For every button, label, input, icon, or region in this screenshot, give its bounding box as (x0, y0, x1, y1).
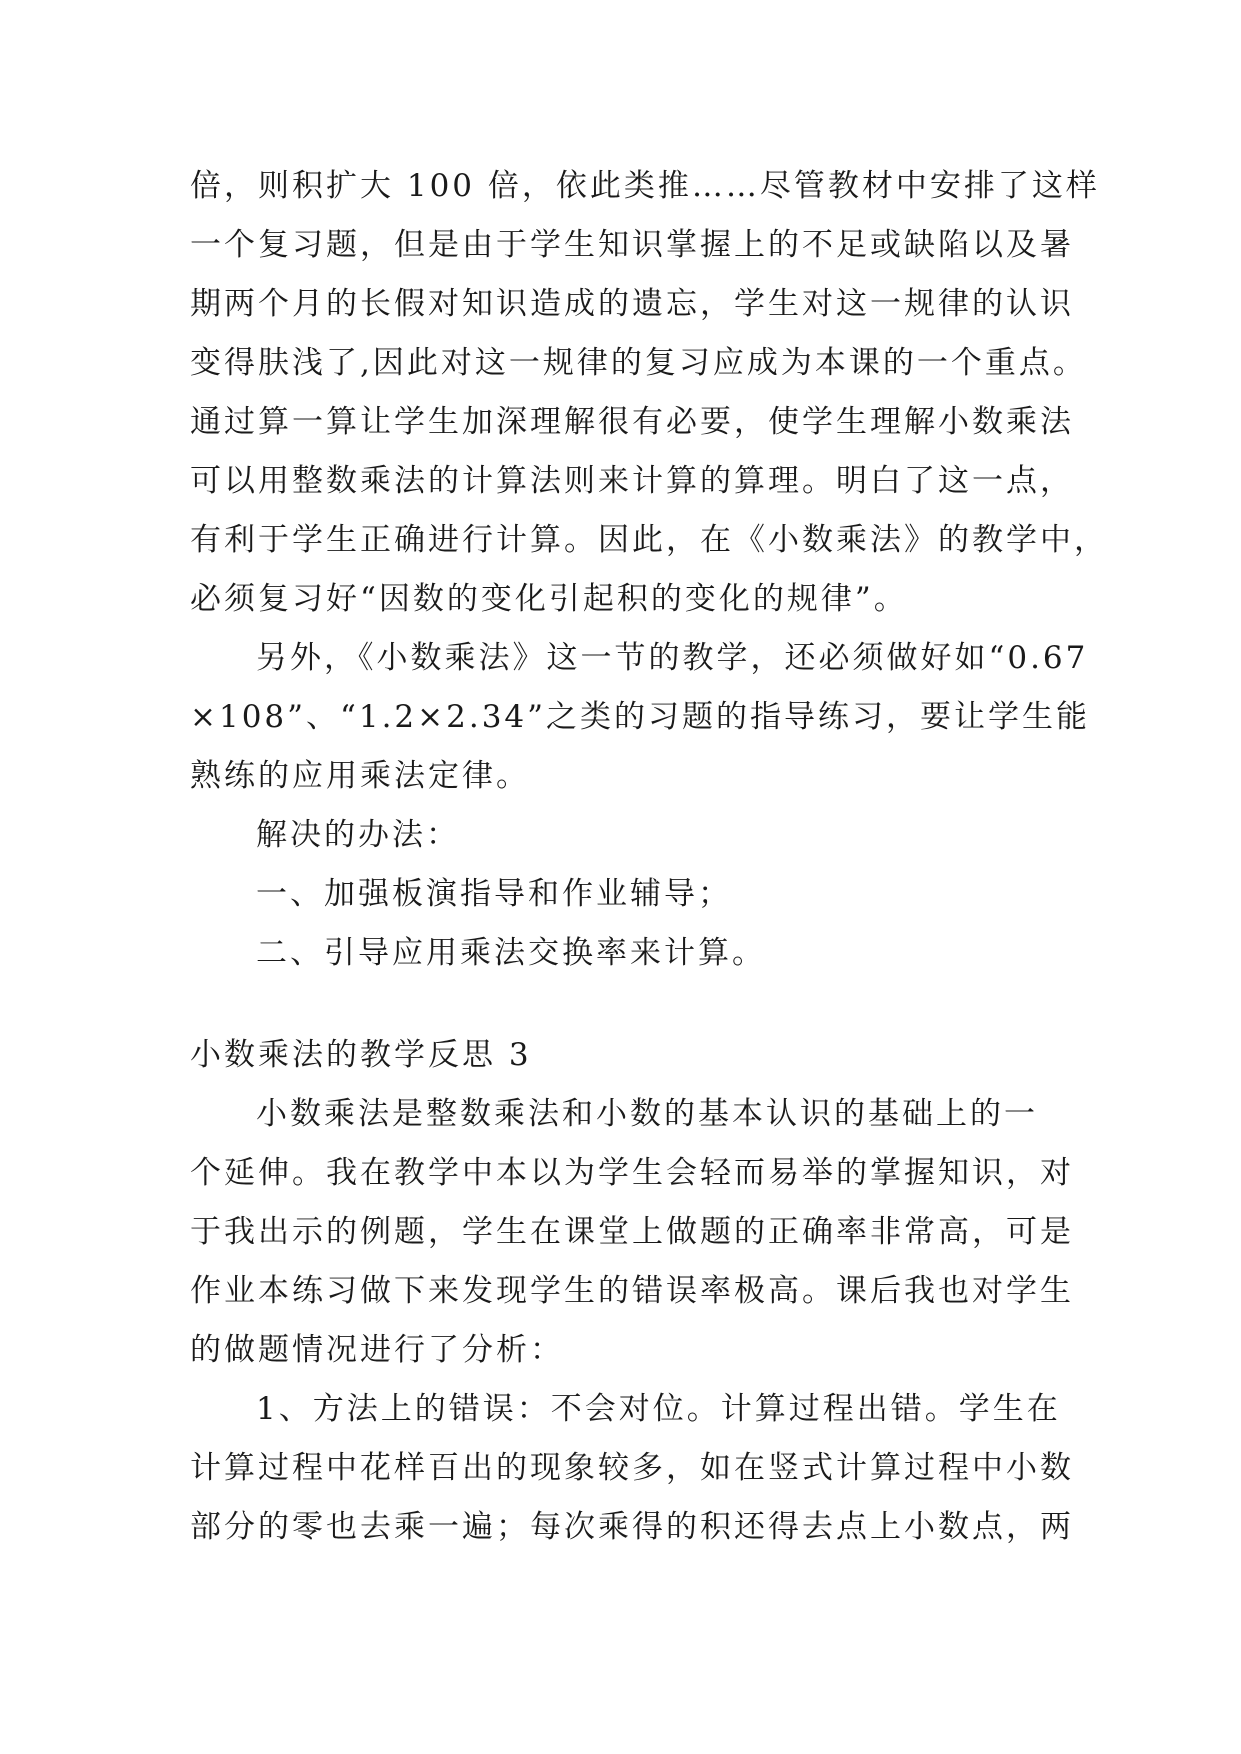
paragraph-line: ×108”、“1.2×2.34”之类的习题的指导练习，要让学生能 (190, 699, 1090, 735)
paragraph-line: 有利于学生正确进行计算。因此，在《小数乘法》的教学中， (190, 522, 1108, 558)
paragraph-line: 作业本练习做下来发现学生的错误率极高。课后我也对学生 (190, 1273, 1074, 1309)
paragraph-line: 1、方法上的错误：不会对位。计算过程出错。学生在 (256, 1391, 1061, 1427)
paragraph-line: 解决的办法： (256, 817, 460, 853)
paragraph-line: 倍，则积扩大 100 倍，依此类推……尽管教材中安排了这样 (190, 168, 1100, 204)
paragraph-line: 计算过程中花样百出的现象较多，如在竖式计算过程中小数 (190, 1450, 1074, 1486)
paragraph-line: 通过算一算让学生加深理解很有必要，使学生理解小数乘法 (190, 404, 1074, 440)
paragraph-line: 变得肤浅了,因此对这一规律的复习应成为本课的一个重点。 (190, 345, 1087, 381)
paragraph-line: 另外，《小数乘法》这一节的教学，还必须做好如“0.67 (256, 640, 1089, 676)
paragraph-line: 个延伸。我在教学中本以为学生会轻而易举的掌握知识，对 (190, 1155, 1074, 1191)
paragraph-line: 期两个月的长假对知识造成的遗忘，学生对这一规律的认识 (190, 286, 1074, 322)
paragraph-line: 熟练的应用乘法定律。 (190, 758, 530, 794)
paragraph-line: 可以用整数乘法的计算法则来计算的算理。明白了这一点， (190, 463, 1074, 499)
paragraph-line: 必须复习好“因数的变化引起积的变化的规律”。 (190, 581, 908, 617)
paragraph-line: 的做题情况进行了分析： (190, 1332, 564, 1368)
list-item: 二、引导应用乘法交换率来计算。 (256, 935, 766, 971)
paragraph-line: 部分的零也去乘一遍；每次乘得的积还得去点上小数点，两 (190, 1509, 1074, 1545)
paragraph-line: 于我出示的例题，学生在课堂上做题的正确率非常高，可是 (190, 1214, 1074, 1250)
list-item: 一、加强板演指导和作业辅导； (256, 876, 732, 912)
section-title: 小数乘法的教学反思 3 (190, 1037, 532, 1073)
paragraph-line: 小数乘法是整数乘法和小数的基本认识的基础上的一 (256, 1096, 1038, 1132)
paragraph-line: 一个复习题，但是由于学生知识掌握上的不足或缺陷以及暑 (190, 227, 1074, 263)
